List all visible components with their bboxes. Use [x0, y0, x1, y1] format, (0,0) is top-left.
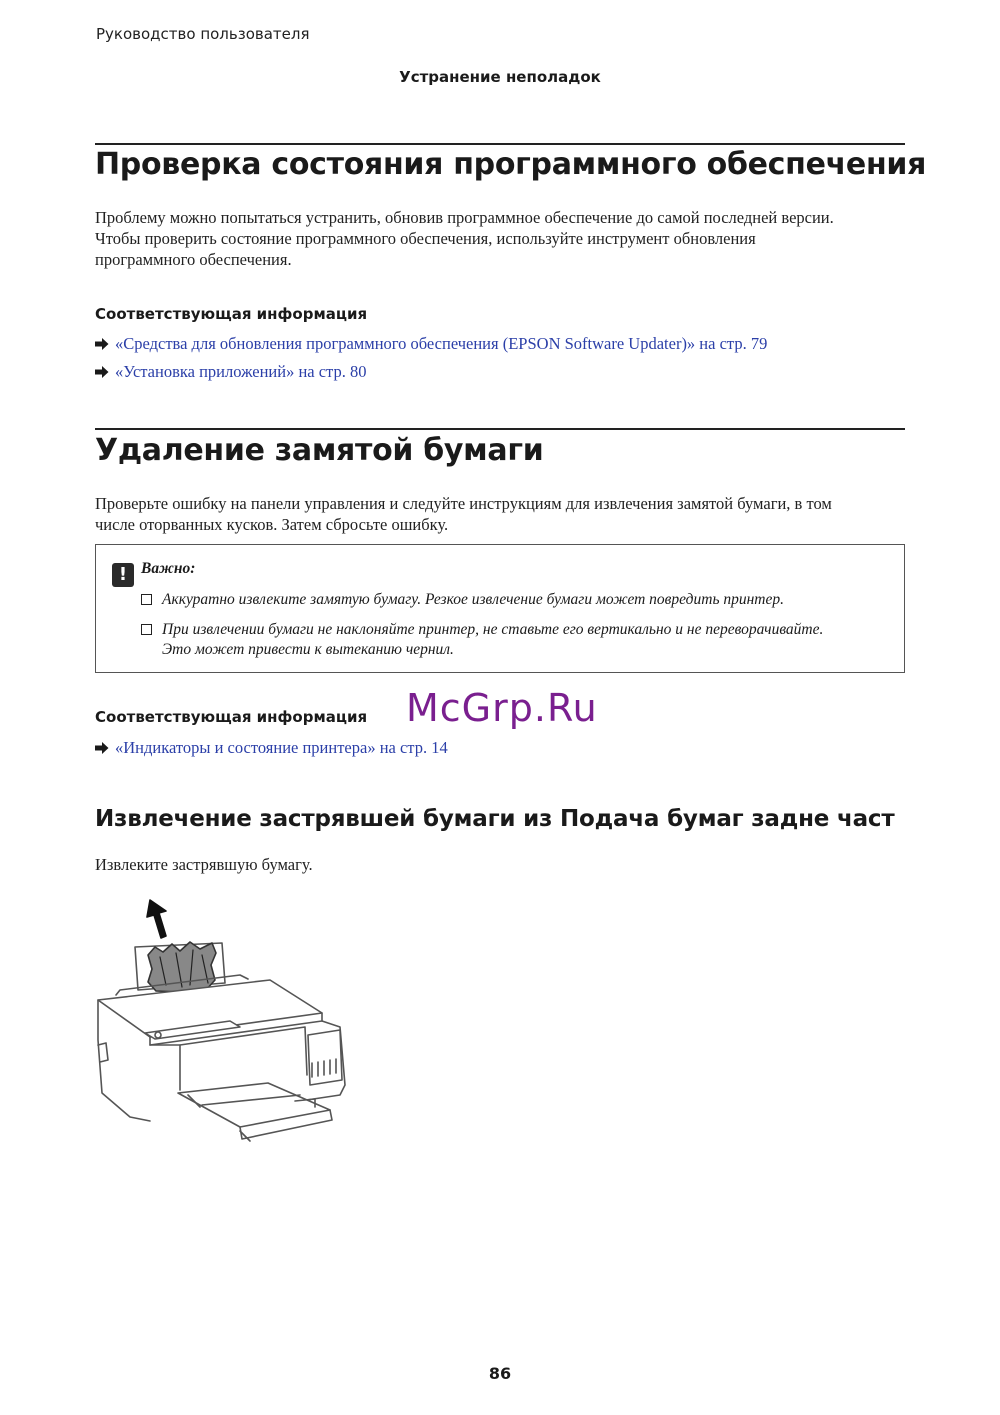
- important-item-text: Аккуратно извлеките замятую бумагу. Резкое извлечение бумаги может повредить принтер.: [162, 591, 785, 608]
- body-line: числе оторванных кусков. Затем сбросьте ошибку.: [95, 515, 449, 534]
- section-title-software-check: Проверка состояния программного обеспечения: [95, 147, 927, 182]
- important-icon: !: [112, 563, 134, 587]
- link-install-apps[interactable]: «Установка приложений» на стр. 80: [115, 362, 367, 381]
- important-item: [141, 620, 891, 660]
- arrow-right-icon: [95, 337, 109, 351]
- section-body: [95, 493, 905, 535]
- related-info-heading: Соответствующая информация: [95, 708, 368, 726]
- body-line: Чтобы проверить состояние программного обеспечения, используйте инструмент обновления: [95, 229, 756, 248]
- page-number: 86: [488, 1364, 512, 1383]
- section-title-paper-jam: Удаление замятой бумаги: [95, 433, 544, 468]
- section-body: [95, 207, 905, 270]
- body-line: Проверьте ошибку на панели управления и следуйте инструкциям для извлечения замятой бумаги, в том: [95, 494, 832, 513]
- arrow-right-icon: [95, 741, 109, 755]
- link-software-updater[interactable]: «Средства для обновления программного обеспечения (EPSON Software Updater)» на стр. 79: [115, 334, 768, 353]
- link-printer-indicators[interactable]: «Индикаторы и состояние принтера» на стр. 14: [115, 738, 448, 757]
- important-item: [141, 590, 891, 610]
- chapter-title: Устранение неполадок: [399, 68, 601, 86]
- important-item-text: [162, 620, 823, 660]
- related-link-row: [95, 362, 366, 382]
- section-divider: [95, 143, 905, 145]
- section-divider: [95, 428, 905, 430]
- related-link-row: [95, 738, 448, 758]
- important-title: Важно:: [141, 560, 196, 577]
- watermark: McGrp.Ru: [406, 686, 598, 730]
- body-line: Проблему можно попытаться устранить, обновив программное обеспечение до самой последней версии.: [95, 208, 834, 227]
- important-item-line: Это может привести к вытеканию чернил.: [162, 641, 454, 658]
- checkbox-bullet-icon: [141, 624, 152, 635]
- arrow-right-icon: [95, 365, 109, 379]
- related-info-heading: Соответствующая информация: [95, 305, 368, 323]
- printer-paper-removal-illustration: [90, 895, 360, 1150]
- subsection-body: Извлеките застрявшую бумагу.: [95, 855, 313, 874]
- checkbox-bullet-icon: [141, 594, 152, 605]
- important-item-line: При извлечении бумаги не наклоняйте принтер, не ставьте его вертикально и не переворачивайте.: [162, 621, 824, 638]
- running-header: Руководство пользователя: [96, 25, 310, 43]
- body-line: программного обеспечения.: [95, 250, 292, 269]
- subsection-title-rear-feed: Извлечение застрявшей бумаги из Подача бумаг задне част: [95, 806, 895, 832]
- related-link-row: [95, 334, 767, 354]
